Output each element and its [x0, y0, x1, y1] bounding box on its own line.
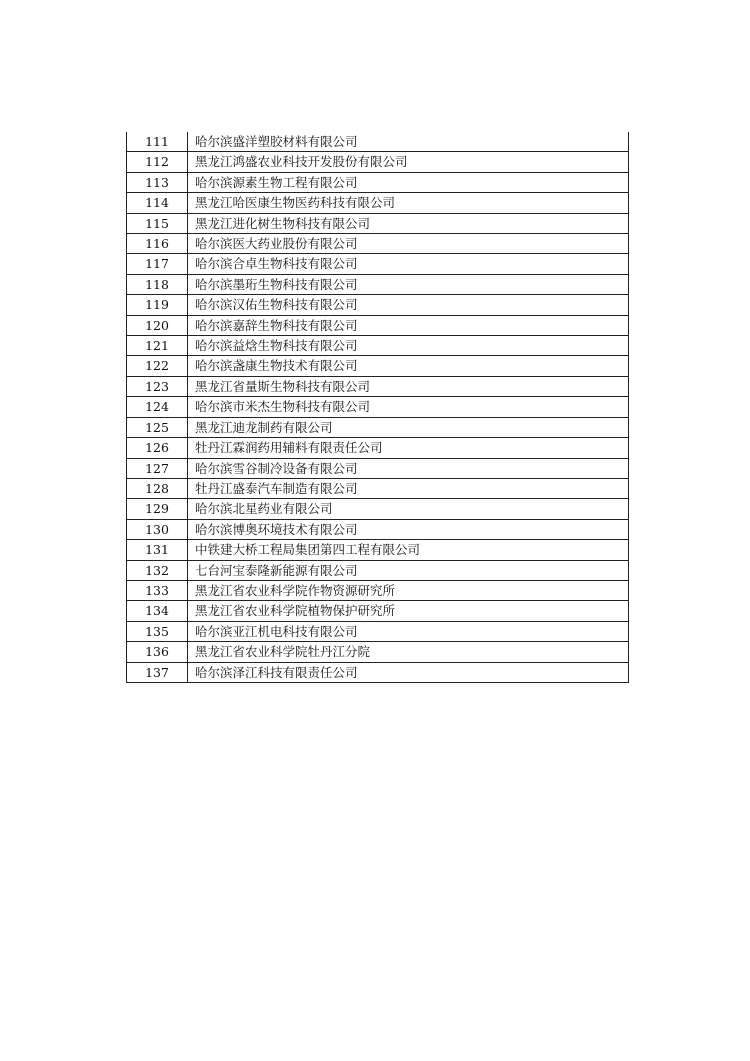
row-number-cell: 131: [127, 540, 188, 560]
document-page: [126, 132, 629, 683]
table-row: [127, 295, 629, 315]
table-row: [127, 417, 629, 437]
table-row: [127, 458, 629, 478]
table-row: [127, 274, 629, 294]
row-number-cell: 124: [127, 397, 188, 417]
row-number-cell: 125: [127, 417, 188, 437]
row-number-cell: 136: [127, 642, 188, 662]
table-row: [127, 172, 629, 192]
table-row: [127, 580, 629, 600]
table-row: [127, 254, 629, 274]
table-row: [127, 499, 629, 519]
row-number-cell: 130: [127, 519, 188, 539]
company-list-table: [126, 132, 629, 683]
company-name-cell: 中铁建大桥工程局集团第四工程有限公司: [188, 540, 629, 560]
table-row: [127, 397, 629, 417]
table-row: [127, 540, 629, 560]
row-number-cell: 112: [127, 152, 188, 172]
company-name-cell: 哈尔滨合卓生物科技有限公司: [188, 254, 629, 274]
company-name-cell: 哈尔滨汉佑生物科技有限公司: [188, 295, 629, 315]
row-number-cell: 134: [127, 601, 188, 621]
table-row: [127, 438, 629, 458]
table-row: [127, 315, 629, 335]
company-name-cell: 哈尔滨盛洋塑胶材料有限公司: [188, 132, 629, 152]
company-name-cell: 哈尔滨博奥环境技术有限公司: [188, 519, 629, 539]
company-name-cell: 牡丹江霖润药用辅料有限责任公司: [188, 438, 629, 458]
company-name-cell: 哈尔滨盏康生物技术有限公司: [188, 356, 629, 376]
row-number-cell: 116: [127, 234, 188, 254]
company-name-cell: 哈尔滨嘉辞生物科技有限公司: [188, 315, 629, 335]
table-row: [127, 601, 629, 621]
row-number-cell: 129: [127, 499, 188, 519]
table-row: [127, 152, 629, 172]
row-number-cell: 127: [127, 458, 188, 478]
row-number-cell: 132: [127, 560, 188, 580]
company-name-cell: 哈尔滨医大药业股份有限公司: [188, 234, 629, 254]
row-number-cell: 115: [127, 213, 188, 233]
table-row: [127, 376, 629, 396]
company-name-cell: 哈尔滨泽江科技有限责任公司: [188, 662, 629, 682]
row-number-cell: 121: [127, 336, 188, 356]
table-row: [127, 560, 629, 580]
row-number-cell: 113: [127, 172, 188, 192]
company-name-cell: 黑龙江进化树生物科技有限公司: [188, 213, 629, 233]
table-row: [127, 356, 629, 376]
company-name-cell: 七台河宝泰隆新能源有限公司: [188, 560, 629, 580]
company-name-cell: 黑龙江哈医康生物医药科技有限公司: [188, 193, 629, 213]
row-number-cell: 123: [127, 376, 188, 396]
row-number-cell: 135: [127, 621, 188, 641]
row-number-cell: 122: [127, 356, 188, 376]
company-name-cell: 黑龙江迪龙制药有限公司: [188, 417, 629, 437]
row-number-cell: 118: [127, 274, 188, 294]
table-row: [127, 642, 629, 662]
company-name-cell: 哈尔滨北星药业有限公司: [188, 499, 629, 519]
table-row: [127, 234, 629, 254]
company-name-cell: 哈尔滨亚江机电科技有限公司: [188, 621, 629, 641]
row-number-cell: 120: [127, 315, 188, 335]
company-name-cell: 黑龙江省量斯生物科技有限公司: [188, 376, 629, 396]
table-row: [127, 336, 629, 356]
row-number-cell: 111: [127, 132, 188, 152]
table-row: [127, 478, 629, 498]
company-name-cell: 黑龙江省农业科学院植物保护研究所: [188, 601, 629, 621]
company-name-cell: 哈尔滨雪谷制冷设备有限公司: [188, 458, 629, 478]
row-number-cell: 119: [127, 295, 188, 315]
company-name-cell: 牡丹江盛泰汽车制造有限公司: [188, 478, 629, 498]
row-number-cell: 114: [127, 193, 188, 213]
row-number-cell: 128: [127, 478, 188, 498]
table-row: [127, 132, 629, 152]
company-list-body: [127, 132, 629, 682]
company-name-cell: 哈尔滨市米杰生物科技有限公司: [188, 397, 629, 417]
company-name-cell: 黑龙江鸿盛农业科技开发股份有限公司: [188, 152, 629, 172]
company-name-cell: 黑龙江省农业科学院牡丹江分院: [188, 642, 629, 662]
table-row: [127, 213, 629, 233]
company-name-cell: 哈尔滨墨珩生物科技有限公司: [188, 274, 629, 294]
table-row: [127, 662, 629, 682]
company-name-cell: 哈尔滨益焓生物科技有限公司: [188, 336, 629, 356]
table-row: [127, 193, 629, 213]
table-row: [127, 519, 629, 539]
row-number-cell: 137: [127, 662, 188, 682]
row-number-cell: 126: [127, 438, 188, 458]
company-name-cell: 哈尔滨源素生物工程有限公司: [188, 172, 629, 192]
table-row: [127, 621, 629, 641]
company-name-cell: 黑龙江省农业科学院作物资源研究所: [188, 580, 629, 600]
row-number-cell: 117: [127, 254, 188, 274]
row-number-cell: 133: [127, 580, 188, 600]
